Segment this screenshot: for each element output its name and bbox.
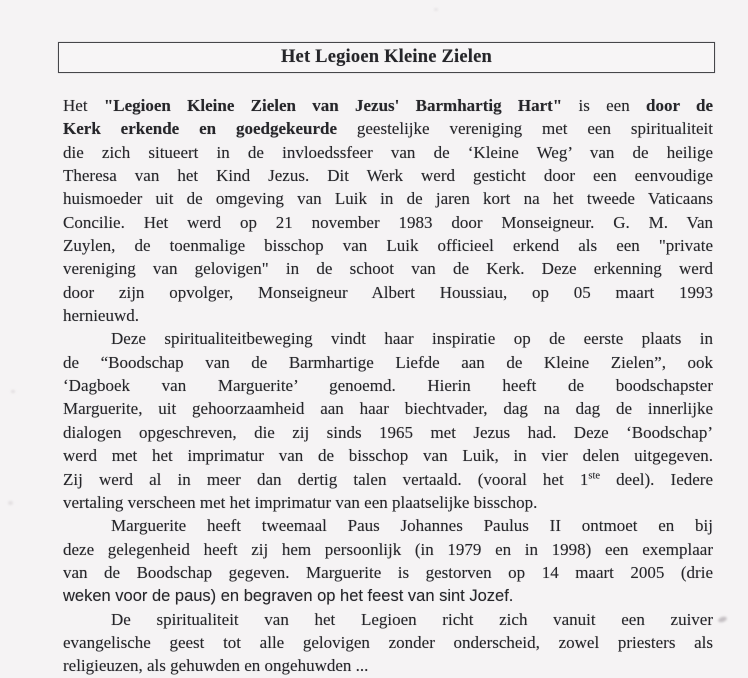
- text-segment: Zuylen, de toenmalige bisschop van Luik officieel erkend als een "private: [63, 236, 713, 256]
- text-segment: Het: [63, 96, 104, 115]
- text-segment: huismoeder uit de omgeving van Luik in de jaren kort na het tweede Vaticaans: [63, 189, 713, 209]
- text-segment: door zijn opvolger, Monseigneur Albert Houssiau, op 05 maart 1993: [63, 282, 713, 302]
- text-line: [63, 631, 713, 654]
- text-segment: van de Boodschap gegeven. Marguerite is gestorven op 14 maart 2005 (drie: [63, 562, 713, 582]
- scan-smudge: [717, 616, 727, 624]
- text-line: [63, 304, 713, 327]
- text-line: [63, 281, 713, 304]
- text-line: [63, 444, 713, 467]
- text-line: [63, 257, 713, 280]
- scan-speck: [434, 8, 438, 11]
- text-segment: religieuzen, als gehuwden en ongehuwden ...: [63, 656, 369, 676]
- text-segment: evangelische geest tot alle gelovigen zonder onderscheid, zowel priesters als: [63, 632, 713, 652]
- text-segment: die zich situeert in de invloedssfeer van de ‘Kleine Weg’ van de heilige: [63, 142, 713, 162]
- page-title: Het Legioen Kleine Zielen: [280, 47, 493, 67]
- text-line: [63, 538, 713, 561]
- text-segment: ste: [588, 469, 601, 481]
- text-line: [63, 164, 713, 187]
- text-line: [63, 141, 713, 164]
- text-segment: is een: [562, 96, 647, 115]
- text-segment: deel). Iedere: [600, 469, 713, 489]
- text-line: [63, 421, 713, 444]
- text-segment: Kerk erkende en goedgekeurde: [63, 119, 337, 139]
- text-line: [63, 187, 713, 210]
- paragraph: [63, 327, 713, 514]
- text-line: [63, 351, 713, 374]
- text-segment: De spiritualiteit van het Legioen richt zich vanuit een zuiver: [111, 609, 713, 629]
- text-segment: deze gelegenheid heeft zij hem persoonlijk (in 1979 en in 1998) een exemplaar: [63, 539, 713, 559]
- text-segment: "Legioen Kleine Zielen van Jezus' Barmhartig Hart": [103, 96, 563, 115]
- text-line: [63, 468, 713, 491]
- text-segment: Deze spiritualiteitbeweging vindt haar inspiratie op de eerste plaats in: [111, 329, 713, 349]
- text-segment: de “Boodschap van de Barmhartige Liefde aan de Kleine Zielen”, ook: [63, 352, 713, 372]
- text-segment: geestelijke vereniging met een spiritualiteit: [337, 119, 713, 139]
- text-line: [63, 211, 713, 234]
- text-line: [63, 117, 713, 140]
- text-segment: Theresa van het Kind Jezus. Dit Werk werd gesticht door een eenvoudige: [63, 166, 713, 186]
- text-segment: ‘Dagboek van Marguerite’ genoemd. Hierin heeft de boodschapster: [63, 376, 713, 396]
- text-segment: Concilie. Het werd op 21 november 1983 door Monseigneur. G. M. Van: [63, 212, 713, 232]
- text-line: [63, 397, 713, 420]
- text-segment: weken voor de paus) en begraven op het feest van sint Jozef.: [63, 587, 514, 606]
- text-segment: Marguerite, uit gehoorzaamheid aan haar biechtvader, dag na dag de innerlijke: [63, 399, 713, 419]
- document-body: [63, 94, 713, 678]
- paragraph: [63, 608, 713, 678]
- paragraph: [63, 514, 713, 607]
- text-line: [63, 491, 713, 514]
- text-line: [63, 234, 713, 257]
- scan-speck: [8, 501, 13, 505]
- text-line: [63, 514, 713, 537]
- text-segment: vereniging van gelovigen" in de schoot van de Kerk. Deze erkenning werd: [63, 259, 713, 279]
- title-box: [58, 42, 715, 73]
- text-line: [63, 654, 713, 677]
- text-segment: Zij werd al in meer dan dertig talen vertaald. (vooral het 1: [63, 469, 589, 489]
- text-line: [63, 327, 713, 350]
- scan-speck: [11, 390, 15, 393]
- text-segment: Marguerite heeft tweemaal Paus Johannes Paulus II ontmoet en bij: [111, 516, 713, 536]
- text-segment: hernieuwd.: [63, 306, 140, 326]
- text-line: [63, 561, 713, 584]
- paragraph: [63, 94, 713, 327]
- text-segment: werd met het imprimatur van de bisschop van Luik, in vier delen uitgegeven.: [63, 446, 713, 466]
- text-segment: door de: [646, 96, 713, 115]
- text-line: [63, 584, 713, 607]
- text-line: [63, 94, 713, 117]
- text-line: [63, 374, 713, 397]
- text-segment: dialogen opgeschreven, die zij sinds 1965 met Jezus had. Deze ‘Boodschap’: [63, 422, 713, 442]
- text-segment: vertaling verscheen met het imprimatur van een plaatselijke bisschop.: [63, 492, 538, 512]
- text-line: [63, 608, 713, 631]
